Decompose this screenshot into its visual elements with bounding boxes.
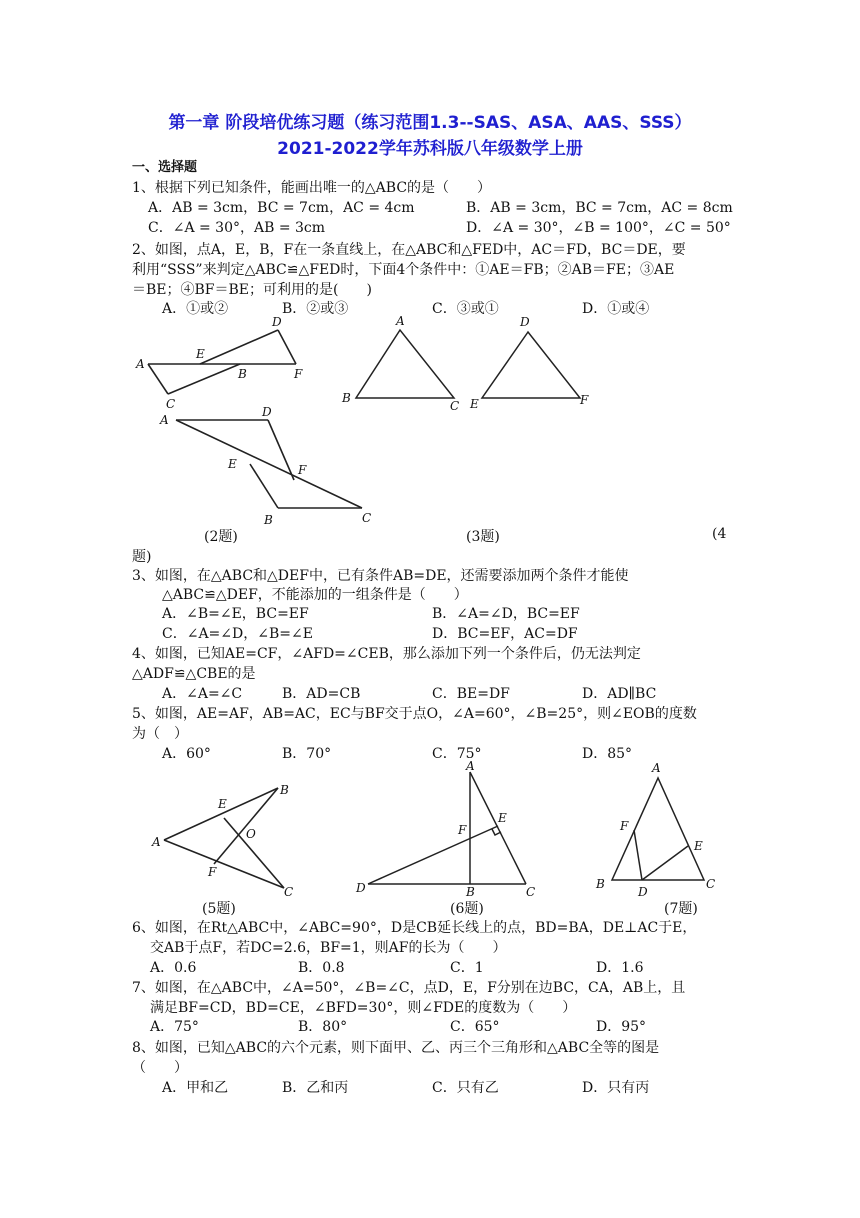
- page-subtitle: 2021-2022学年苏科版八年级数学上册: [277, 139, 583, 159]
- q3-option-d: D．BC=EF，AC=DF: [432, 626, 578, 642]
- q2-option-d: D．①或④: [582, 301, 650, 317]
- q3-option-b: B．∠A=∠D，BC=EF: [432, 606, 580, 622]
- fig7-label-d: D: [638, 885, 648, 899]
- fig3-label-b: B: [342, 391, 351, 405]
- fig4-label-f: F: [298, 463, 307, 477]
- fig4-label-d: D: [262, 405, 272, 419]
- q1-stem: 1、根据下列已知条件，能画出唯一的△ABC的是（ ）: [132, 180, 492, 196]
- fig6-label-c: C: [526, 885, 536, 899]
- fig3-label-a: A: [396, 314, 405, 328]
- q4-line2: △ADF≌△CBE的是: [132, 666, 256, 682]
- fig5-label-e: E: [218, 797, 227, 811]
- fig4-label-b: B: [264, 513, 273, 527]
- q4-option-a: A．∠A=∠C: [162, 686, 243, 702]
- fig2-label-c: C: [166, 397, 176, 411]
- fig4-label-c: C: [362, 511, 372, 525]
- q5-option-d: D．85°: [582, 746, 633, 762]
- figure-q2: [130, 312, 320, 412]
- figure-q6: [348, 758, 548, 900]
- q2-line2: 利用“SSS”来判定△ABC≌△FED时，下面4个条件中：①AE＝FB；②AB＝FE；③AE: [132, 262, 675, 278]
- q6-option-b: B．0.8: [298, 960, 345, 976]
- caption-q2: (2题): [204, 529, 238, 545]
- q2-option-c: C．③或①: [432, 301, 499, 317]
- q1-option-d: D．∠A = 30°，∠B = 100°，∠C = 50°: [466, 220, 731, 236]
- figure-q5: [148, 776, 308, 902]
- q3-line1: 3、如图，在△ABC和△DEF中，已有条件AB=DE，还需要添加两个条件才能使: [132, 568, 629, 584]
- q7-line1: 7、如图，在△ABC中，∠A=50°，∠B=∠C，点D，E，F分别在边BC，CA，AB上，且: [132, 980, 686, 996]
- fig4-label-a: A: [160, 413, 169, 427]
- q1-option-a: A．AB = 3cm，BC = 7cm，AC = 4cm: [148, 200, 415, 216]
- q5-option-a: A．60°: [162, 746, 211, 762]
- fig6-label-d: D: [356, 881, 366, 895]
- caption-q4-part2: 题): [132, 549, 152, 565]
- page-title: 第一章 阶段培优练习题（练习范围1.3--SAS、ASA、AAS、SSS）: [168, 113, 692, 133]
- caption-q3: (3题): [466, 529, 500, 545]
- fig7-label-b: B: [596, 877, 605, 891]
- q2-line3: ＝BE；④BF＝BE；可利用的是( ): [132, 282, 372, 298]
- q7-option-b: B．80°: [298, 1019, 348, 1035]
- q7-option-c: C．65°: [450, 1019, 500, 1035]
- q6-line1: 6、如图，在Rt△ABC中，∠ABC=90°，D是CB延长线上的点，BD=BA，DE⊥AC于E，: [132, 920, 697, 936]
- fig3-label-e: E: [470, 397, 479, 411]
- fig3-label-f: F: [580, 393, 589, 407]
- fig5-label-o: O: [246, 827, 256, 841]
- q6-option-d: D．1.6: [596, 960, 644, 976]
- q4-line1: 4、如图，已知AE=CF，∠AFD=∠CEB，那么添加下列一个条件后，仍无法判定: [132, 646, 641, 662]
- fig6-label-b: B: [466, 885, 475, 899]
- fig2-label-a: A: [136, 357, 145, 371]
- figure-q3-abc: [336, 312, 471, 412]
- fig2-label-d: D: [272, 315, 282, 329]
- q7-option-d: D．95°: [596, 1019, 647, 1035]
- fig2-label-f: F: [294, 367, 303, 381]
- q6-option-c: C．1: [450, 960, 484, 976]
- q8-option-b: B．乙和丙: [282, 1080, 349, 1096]
- caption-q7: (7题): [664, 901, 698, 917]
- q5-line1: 5、如图，AE=AF，AB=AC，EC与BF交于点O，∠A=60°，∠B=25°，则∠EOB的度数: [132, 706, 697, 722]
- fig6-label-e: E: [498, 811, 507, 825]
- figure-q3-def: [468, 312, 603, 412]
- q6-option-a: A．0.6: [150, 960, 197, 976]
- fig4-label-e: E: [228, 457, 237, 471]
- q7-option-a: A．75°: [150, 1019, 199, 1035]
- q3-option-c: C．∠A=∠D，∠B=∠E: [162, 626, 313, 642]
- q5-line2: 为（ ）: [132, 726, 188, 742]
- q7-line2: 满足BF=CD，BD=CE，∠BFD=30°，则∠FDE的度数为（ ）: [150, 1000, 577, 1016]
- q4-option-b: B．AD=CB: [282, 686, 361, 702]
- q3-line2: △ABC≌△DEF，不能添加的一组条件是（ ）: [162, 587, 468, 603]
- fig7-label-c: C: [706, 877, 716, 891]
- q8-option-d: D．只有丙: [582, 1080, 650, 1096]
- q1-option-c: C．∠A = 30°，AB = 3cm: [148, 220, 326, 236]
- q6-line2: 交AB于点F，若DC=2.6，BF=1，则AF的长为（ ）: [150, 940, 507, 956]
- q5-option-c: C．75°: [432, 746, 482, 762]
- q8-line2: （ ）: [132, 1060, 188, 1076]
- q1-option-b: B．AB = 3cm，BC = 7cm，AC = 8cm: [466, 200, 733, 216]
- fig7-label-a: A: [652, 761, 661, 775]
- q2-option-a: A．①或②: [162, 301, 229, 317]
- fig7-label-f: F: [620, 819, 629, 833]
- fig3-label-c: C: [450, 399, 460, 413]
- caption-q6: (6题): [450, 901, 484, 917]
- fig5-label-c: C: [284, 885, 294, 899]
- fig2-label-b: B: [238, 367, 247, 381]
- figure-q4: [150, 402, 390, 530]
- q4-option-d: D．AD∥BC: [582, 686, 657, 702]
- q8-line1: 8、如图，已知△ABC的六个元素，则下面甲、乙、丙三个三角形和△ABC全等的图是: [132, 1040, 660, 1056]
- q8-option-a: A．甲和乙: [162, 1080, 229, 1096]
- q2-option-b: B．②或③: [282, 301, 349, 317]
- q2-line1: 2、如图，点A，E，B，F在一条直线上，在△ABC和△FED中，AC＝FD，BC＝DE，要: [132, 242, 686, 258]
- fig5-label-f: F: [208, 865, 217, 879]
- fig5-label-b: B: [280, 783, 289, 797]
- fig2-label-e: E: [196, 347, 205, 361]
- figure-q7: [594, 758, 724, 900]
- section-heading: 一、选择题: [132, 160, 198, 175]
- caption-q5: (5题): [202, 901, 236, 917]
- fig5-label-a: A: [152, 835, 161, 849]
- fig6-label-a: A: [466, 759, 475, 773]
- fig6-label-f: F: [458, 823, 467, 837]
- caption-q4-part1: (4: [712, 526, 727, 542]
- fig7-label-e: E: [694, 839, 703, 853]
- fig3-label-d: D: [520, 315, 530, 329]
- q3-option-a: A．∠B=∠E，BC=EF: [162, 606, 309, 622]
- q5-option-b: B．70°: [282, 746, 332, 762]
- q8-option-c: C．只有乙: [432, 1080, 499, 1096]
- q4-option-c: C．BE=DF: [432, 686, 510, 702]
